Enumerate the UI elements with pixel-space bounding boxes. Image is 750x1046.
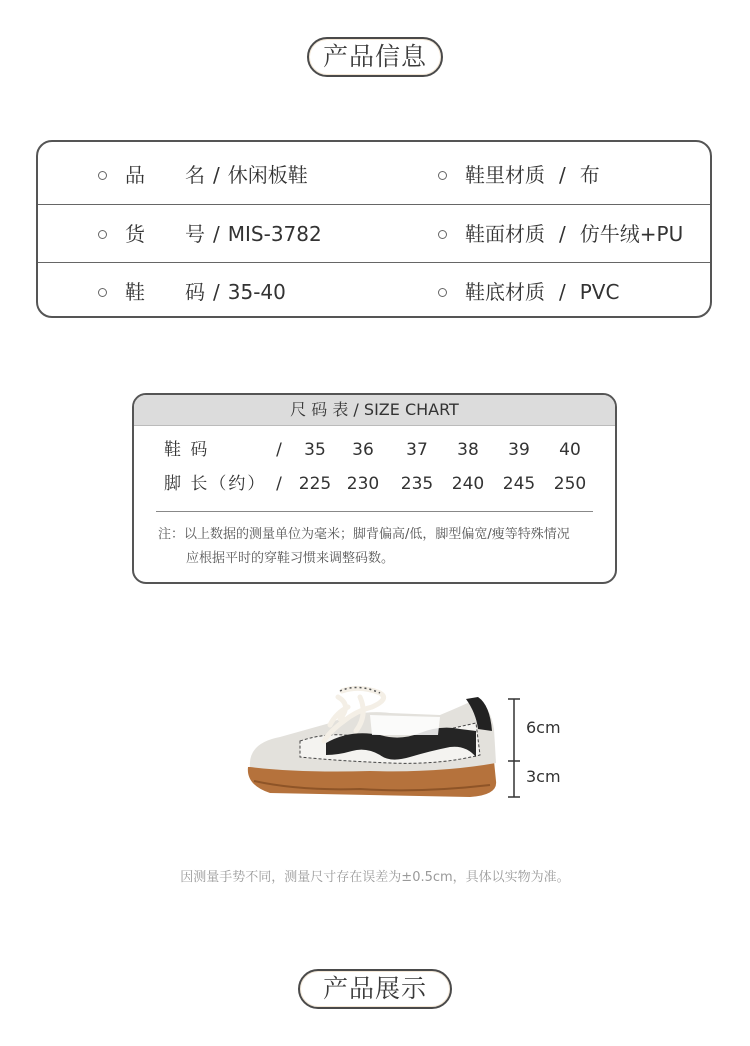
info-row: [38, 146, 710, 204]
size-cell: 39: [508, 440, 530, 460]
info-label: 鞋码: [125, 280, 205, 304]
size-cell: 35: [304, 440, 326, 460]
info-value: MIS-3782: [227, 222, 322, 246]
info-label: 货号: [125, 222, 205, 246]
upper-height-label: 6cm: [526, 718, 561, 737]
info-cell-name: [98, 146, 308, 204]
bullet-icon: [438, 171, 447, 180]
info-row: [38, 204, 710, 263]
info-label: 鞋面材质: [465, 222, 545, 246]
measurement-disclaimer: 因测量手势不同，测量尺寸存在误差为±0.5cm，具体以实物为准。: [180, 870, 570, 885]
info-label: 鞋里材质: [465, 163, 545, 187]
info-label: 鞋底材质: [465, 280, 545, 304]
size-cell: 38: [457, 440, 479, 460]
info-value: PVC: [579, 280, 620, 304]
sole-height-label: 3cm: [526, 767, 561, 786]
bullet-icon: [98, 230, 107, 239]
info-cell-sku: [98, 205, 322, 263]
info-value: 仿牛绒+PU: [579, 222, 684, 246]
info-label: 品名: [125, 163, 205, 187]
info-value: 休闲板鞋: [227, 163, 308, 187]
bullet-icon: [98, 171, 107, 180]
section-title-product-display: 产品展示: [298, 969, 452, 1009]
size-cell: 40: [559, 440, 581, 460]
length-row-label: 脚 长（约）: [164, 474, 267, 494]
bullet-icon: [438, 230, 447, 239]
info-cell-sole: [438, 263, 619, 318]
length-cell: 235: [400, 474, 434, 494]
size-note: [158, 523, 598, 571]
length-cell: 240: [451, 474, 485, 494]
length-cell: 225: [298, 474, 332, 494]
info-sep: /: [213, 222, 220, 246]
info-sep: /: [559, 163, 566, 187]
size-cell: 36: [352, 440, 374, 460]
foot-length-row: [134, 469, 615, 499]
size-chart: [132, 393, 617, 584]
info-sep: /: [213, 163, 220, 187]
length-cell: 245: [502, 474, 536, 494]
size-note-line: 应根据平时的穿鞋习惯来调整码数。: [186, 551, 395, 566]
size-cell: 37: [406, 440, 428, 460]
info-sep: /: [559, 222, 566, 246]
product-info-table: [36, 140, 712, 318]
section-title-product-info: 产品信息: [307, 37, 443, 77]
size-row-label: 鞋 码: [164, 440, 210, 460]
info-cell-lining: [438, 146, 600, 204]
info-sep: /: [559, 280, 566, 304]
divider: [156, 511, 593, 512]
shoe-icon: [240, 685, 560, 805]
size-row: [134, 435, 615, 465]
info-sep: /: [213, 280, 220, 304]
bullet-icon: [98, 288, 107, 297]
length-row-sep: /: [276, 474, 282, 494]
size-chart-title: 尺 码 表 / SIZE CHART: [134, 395, 615, 426]
info-value: 35-40: [227, 280, 286, 304]
length-cell: 230: [346, 474, 380, 494]
info-cell-size: [98, 263, 286, 318]
size-row-sep: /: [276, 440, 282, 460]
info-cell-upper: [438, 205, 683, 263]
length-cell: 250: [553, 474, 587, 494]
bullet-icon: [438, 288, 447, 297]
info-row: [38, 262, 710, 318]
shoe-illustration: [240, 685, 560, 805]
size-note-line: 注：以上数据的测量单位为毫米；脚背偏高/低，脚型偏宽/瘦等特殊情况: [158, 527, 570, 542]
info-value: 布: [579, 163, 600, 187]
